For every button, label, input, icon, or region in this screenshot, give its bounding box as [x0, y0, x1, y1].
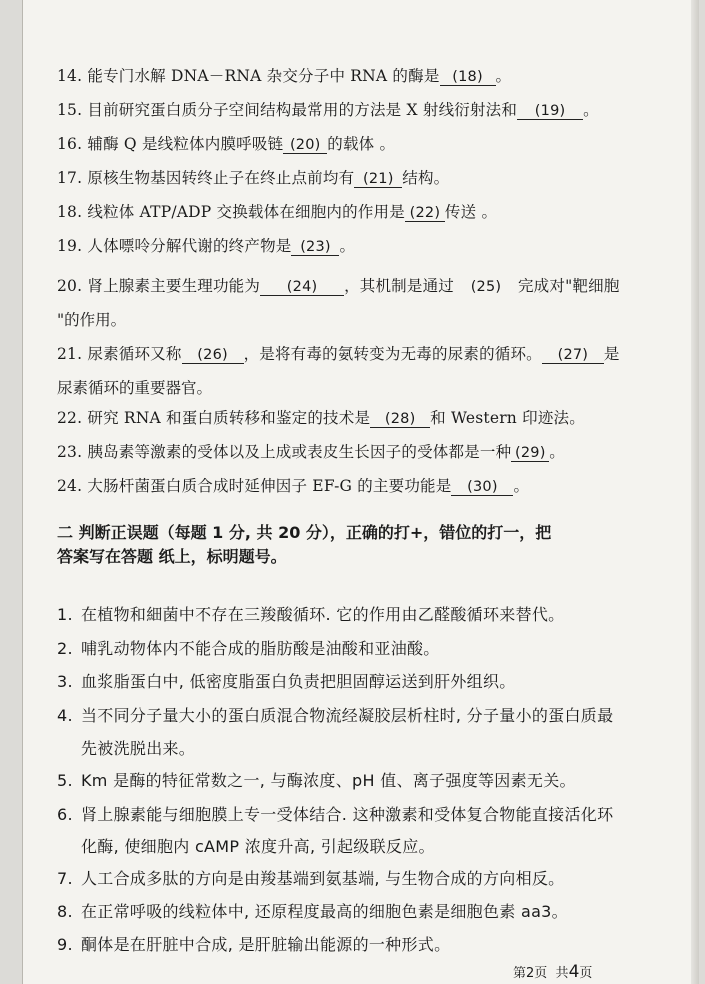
question-text: 19. 人体嘌呤分解代谢的终产物是 [57, 237, 292, 255]
answer-blank: (26) [182, 347, 244, 364]
item-text: 肾上腺素能与细胞膜上专一受体结合. 这种激素和受体复合物能直接活化环 [81, 805, 614, 824]
section-heading-line2: 答案写在答题 纸上，标明题号。 [57, 547, 287, 566]
tf-item-6-continuation: 化酶, 使细胞内 cAMP 浓度升高, 引起级联反应。 [81, 837, 435, 856]
answer-blank: (29) [511, 445, 549, 462]
question-text: 22. 研究 RNA 和蛋白质转移和鉴定的技术是 [57, 409, 371, 427]
item-number: 1. [57, 605, 73, 624]
page-number: 第2页 [513, 966, 548, 981]
question-text: 18. 线粒体 ATP/ADP 交换载体在细胞内的作用是 [57, 203, 405, 221]
item-text: 在植物和細菌中不存在三羧酸循环. 它的作用由乙醛酸循环来替代。 [81, 605, 565, 624]
question-text-end: 是 [603, 345, 620, 363]
question-text-end: 。 [339, 237, 356, 255]
question-18 [57, 200, 497, 222]
answer-blank-2: (27) [542, 347, 604, 364]
question-21-continuation: 尿素循环的重要器官。 [57, 379, 213, 397]
item-number: 2. [57, 639, 73, 658]
answer-blank: (21) [354, 171, 402, 188]
tf-item-1 [57, 602, 564, 625]
question-text-end: 结构。 [402, 169, 450, 187]
total-pages: 4 [568, 962, 580, 982]
question-text: 17. 原核生物基因转终止子在终止点前均有 [57, 169, 355, 187]
question-text: 15. 目前研究蛋白质分子空间结构最常用的方法是 X 射线衍射法和 [57, 101, 518, 119]
question-text: 21. 尿素循环又称 [57, 345, 182, 363]
item-number: 7. [57, 869, 73, 888]
item-text: Km 是酶的特征常数之一, 与酶浓度、pH 值、离子强度等因素无关。 [81, 771, 576, 790]
question-text-end: 。 [583, 101, 599, 119]
tf-item-6 [57, 802, 613, 825]
question-text-end: 和 Western 印迹法。 [430, 409, 585, 427]
answer-blank: (28) [370, 411, 430, 428]
item-text: 当不同分子量大小的蛋白质混合物流经凝胶层析柱时, 分子量小的蛋白质最 [81, 706, 614, 725]
question-text-end: 完成对"靶细胞 [517, 277, 620, 295]
question-text-end: 。 [513, 477, 530, 495]
tf-item-5 [57, 768, 576, 791]
total-prefix: 共 [555, 966, 569, 981]
exam-page [22, 0, 699, 984]
question-20-continuation: "的作用。 [57, 311, 127, 329]
question-text-mid: ，其机制是通过 [344, 277, 454, 295]
tf-item-8 [57, 899, 568, 922]
question-21 [57, 342, 620, 364]
tf-item-4-continuation: 先被洗脱出来。 [81, 739, 196, 758]
answer-blank: (19) [517, 103, 583, 120]
question-19 [57, 234, 355, 256]
question-text-end: 传送 。 [444, 203, 498, 221]
item-text: 哺乳动物体内不能合成的脂肪酸是油酸和亚油酸。 [81, 639, 440, 658]
question-text-end: 的载体 。 [327, 135, 396, 153]
question-14 [57, 64, 511, 86]
question-text: 16. 辅酶 Q 是线粒体内膜呼吸链 [57, 135, 284, 153]
question-text: 24. 大肠杆菌蛋白质合成时延伸因子 EF-G 的主要功能是 [57, 477, 452, 495]
section-heading-line1: 二 判断正误题（每题 1 分, 共 20 分），正确的打+，错位的打一，把 [57, 523, 552, 542]
item-text: 在正常呼吸的线粒体中, 还原程度最高的细胞色素是细胞色素 aa3。 [81, 902, 568, 921]
answer-blank: (22) [405, 205, 445, 222]
page-edge [691, 0, 699, 984]
answer-blank: (24) [260, 279, 344, 296]
page-footer [513, 962, 592, 982]
question-15 [57, 98, 599, 120]
question-text-end: 。 [549, 443, 565, 461]
total-suffix: 页 [579, 966, 593, 981]
answer-blank: (30) [451, 479, 513, 496]
question-20 [57, 274, 620, 296]
question-text: 23. 胰岛素等激素的受体以及上成或表皮生长因子的受体都是一种 [57, 443, 512, 461]
answer-blank: (23) [291, 239, 339, 256]
item-number: 6. [57, 805, 73, 824]
tf-item-2 [57, 636, 440, 659]
item-number: 9. [57, 935, 73, 954]
item-number: 8. [57, 902, 73, 921]
question-text-end: 。 [495, 67, 512, 85]
question-23 [57, 440, 565, 462]
tf-item-3 [57, 669, 516, 692]
question-22 [57, 406, 585, 428]
item-number: 5. [57, 771, 73, 790]
tf-item-9 [57, 932, 450, 955]
item-text: 血浆脂蛋白中, 低密度脂蛋白负责把胆固醇运送到肝外组织。 [81, 672, 516, 691]
item-text: 人工合成多肽的方向是由羧基端到氨基端, 与生物合成的方向相反。 [81, 869, 565, 888]
item-number: 4. [57, 706, 73, 725]
question-17 [57, 166, 449, 188]
item-number: 3. [57, 672, 73, 691]
question-24 [57, 474, 529, 496]
answer-blank: (20) [283, 137, 327, 154]
tf-item-4 [57, 703, 613, 726]
answer-blank: (18) [440, 69, 496, 86]
question-text: 20. 肾上腺素主要生理功能为 [57, 277, 261, 295]
tf-item-7 [57, 866, 564, 889]
question-text: 14. 能专门水解 DNA－RNA 杂交分子中 RNA 的酶是 [57, 67, 440, 85]
question-16 [57, 132, 395, 154]
item-text: 酮体是在肝脏中合成, 是肝脏输出能源的一种形式。 [81, 935, 451, 954]
answer-blank-2: (25) [470, 279, 502, 295]
question-text-mid: ，是将有毒的氨转变为无毒的尿素的循环。 [243, 345, 542, 363]
